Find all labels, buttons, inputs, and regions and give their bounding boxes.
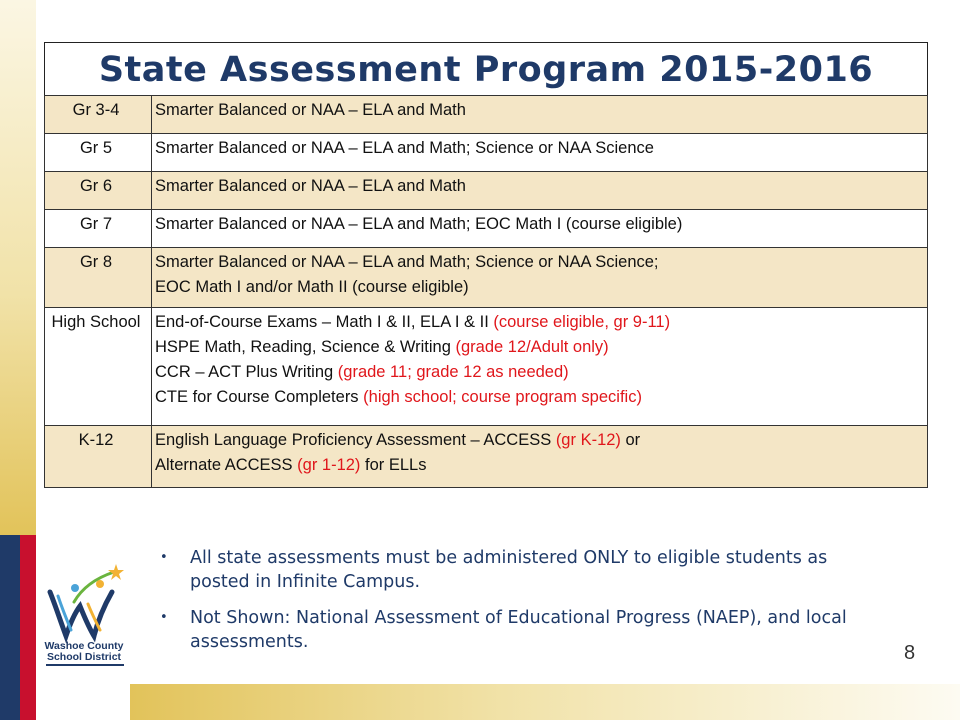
assessment-text: CTE for Course Completers [155, 388, 364, 406]
eligibility-note: (high school; course program specific) [363, 388, 642, 406]
table-row [45, 210, 928, 248]
table-row [45, 308, 928, 426]
table-row [45, 134, 928, 172]
bottom-gold-bar [130, 684, 960, 720]
assessment-table-container [44, 42, 928, 488]
eligibility-note: (gr K-12) [555, 431, 621, 449]
table-row [45, 248, 928, 308]
left-gold-bar [0, 0, 36, 535]
eligibility-note: (grade 11; grade 12 as needed) [337, 363, 569, 381]
assessment-line [155, 335, 923, 360]
assessment-text: English Language Proficiency Assessment – ACCESS [155, 431, 556, 449]
assessment-line [155, 385, 923, 410]
grade-cell: Gr 7 [45, 210, 152, 248]
table-row [45, 426, 928, 488]
left-navy-bar [0, 535, 20, 720]
page-number: 8 [904, 642, 916, 664]
bullet-list [160, 546, 880, 666]
eligibility-note: (grade 12/Adult only) [455, 338, 609, 356]
eligibility-note: (course eligible, gr 9-11) [493, 313, 671, 331]
grade-cell: Gr 6 [45, 172, 152, 210]
table-row [45, 96, 928, 134]
assessment-text: Alternate ACCESS [155, 456, 298, 474]
logo-underline [46, 664, 124, 666]
assessment-text: Smarter Balanced or NAA – ELA and Math; Science or NAA Science; [155, 253, 659, 271]
assessment-text: Smarter Balanced or NAA – ELA and Math [155, 101, 466, 119]
assessment-text: or [620, 431, 641, 449]
assessment-cell [152, 426, 928, 488]
eligibility-note: (gr 1-12) [297, 456, 361, 474]
grade-cell: High School [45, 308, 152, 426]
grade-cell: Gr 5 [45, 134, 152, 172]
assessment-line [155, 212, 923, 237]
assessment-line [155, 98, 923, 123]
assessment-line [155, 360, 923, 385]
assessment-cell [152, 210, 928, 248]
bullet-item: • All state assessments must be administered ONLY to eligible students as posted in Infinite Campus. [160, 546, 880, 594]
assessment-cell [152, 134, 928, 172]
assessment-line [155, 136, 923, 161]
bullet-item: • Not Shown: National Assessment of Educational Progress (NAEP), and local assessments. [160, 606, 880, 654]
assessment-cell [152, 172, 928, 210]
assessment-text: Smarter Balanced or NAA – ELA and Math [155, 177, 466, 195]
assessment-line [155, 453, 923, 478]
assessment-text: End-of-Course Exams – Math I & II, ELA I & II [155, 313, 494, 331]
assessment-line [155, 250, 923, 275]
table-row [45, 172, 928, 210]
assessment-cell [152, 308, 928, 426]
assessment-text: Smarter Balanced or NAA – ELA and Math; Science or NAA Science [155, 139, 654, 157]
assessment-table [44, 95, 928, 488]
assessment-cell [152, 248, 928, 308]
assessment-text: CCR – ACT Plus Writing [155, 363, 338, 381]
left-red-bar [20, 535, 36, 720]
slide-title: State Assessment Program 2015-2016 [44, 42, 928, 95]
assessment-line [155, 310, 923, 335]
assessment-text: for ELLs [360, 456, 427, 474]
assessment-text: HSPE Math, Reading, Science & Writing [155, 338, 456, 356]
assessment-line [155, 174, 923, 199]
assessment-text: EOC Math I and/or Math II (course eligible) [155, 278, 469, 296]
logo-wordmark: Washoe County School District [44, 640, 124, 663]
assessment-text: Smarter Balanced or NAA – ELA and Math; EOC Math I (course eligible) [155, 215, 683, 233]
assessment-line [155, 275, 923, 300]
grade-cell: Gr 3-4 [45, 96, 152, 134]
assessment-line [155, 428, 923, 453]
grade-cell: Gr 8 [45, 248, 152, 308]
assessment-cell [152, 96, 928, 134]
grade-cell: K-12 [45, 426, 152, 488]
